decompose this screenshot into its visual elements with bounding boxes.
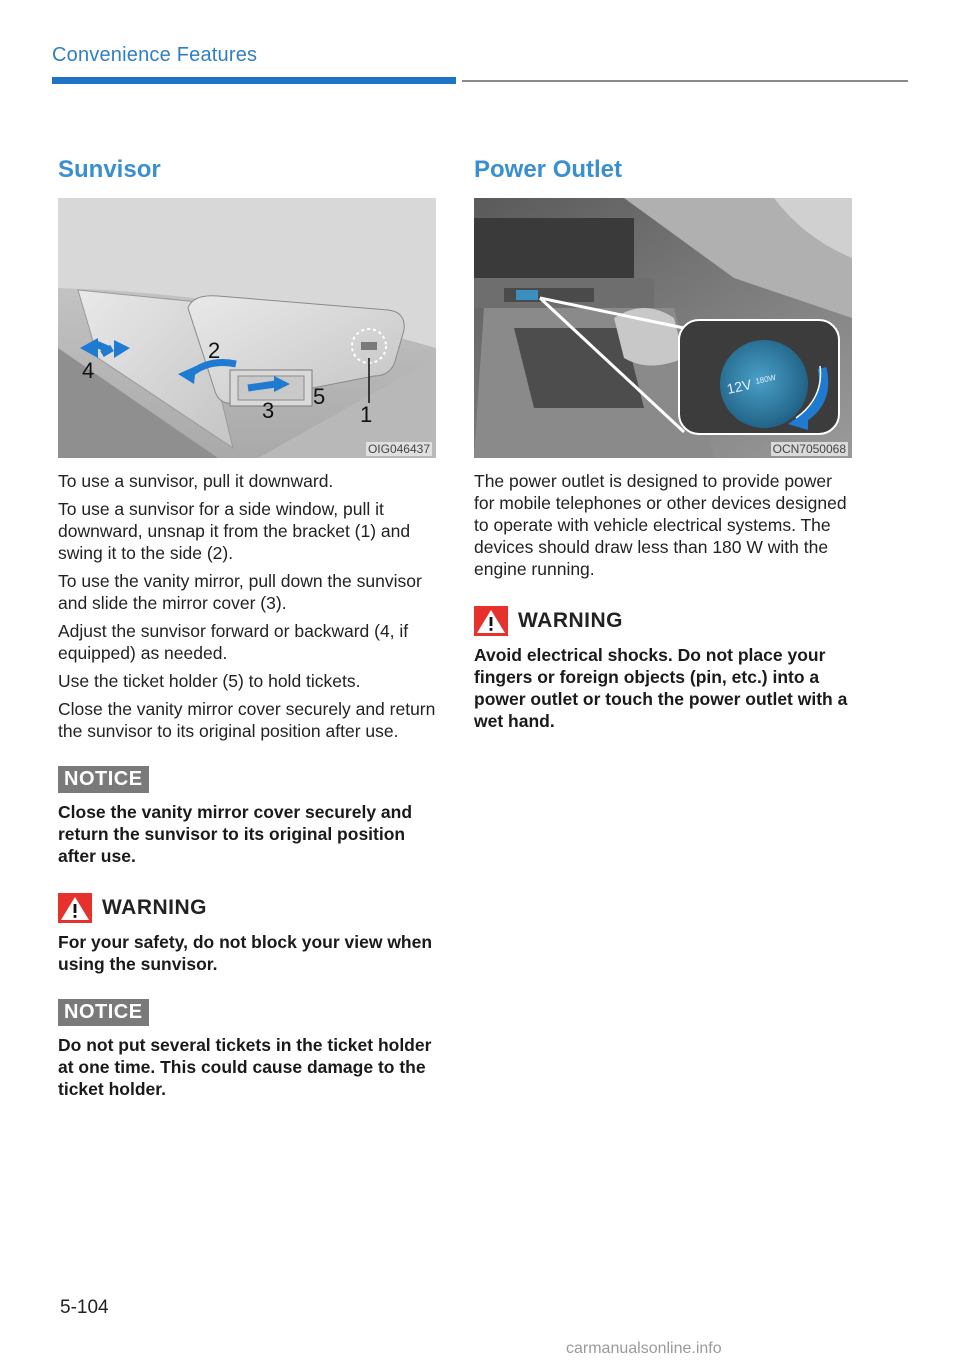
warning-text: For your safety, do not block your view when using the sunvisor. xyxy=(58,932,433,974)
sunvisor-title: Sunvisor xyxy=(58,156,161,183)
warning-label: WARNING xyxy=(518,609,623,632)
sunvisor-paragraph: Adjust the sunvisor forward or backward (4, if equipped) as needed. xyxy=(58,621,409,663)
power-outlet-title: Power Outlet xyxy=(474,156,623,183)
notice-badge: NOTICE xyxy=(58,999,149,1026)
warning-block xyxy=(474,606,852,732)
sunvisor-illustration xyxy=(58,198,436,458)
outlet-voltage-label: 12V xyxy=(725,376,754,397)
power-outlet-figure xyxy=(474,198,852,458)
callout-4: 4 xyxy=(82,358,95,383)
notice-block xyxy=(58,999,436,1100)
power-outlet-section xyxy=(474,156,852,732)
header-rule-blue xyxy=(52,77,456,84)
outlet-power-label: 180W xyxy=(754,372,777,386)
header-rule-gray xyxy=(462,80,908,82)
sunvisor-figure xyxy=(58,198,436,458)
header-title: Convenience Features xyxy=(52,44,258,66)
notice-block xyxy=(58,766,436,867)
callout-3: 3 xyxy=(262,398,275,423)
warning-block xyxy=(58,893,436,975)
notice-text: Close the vanity mirror cover securely and return the sunvisor to its original position after use. xyxy=(58,802,413,866)
page-number: 5-104 xyxy=(60,1297,109,1318)
callout-2: 2 xyxy=(208,338,221,363)
watermark: carmanualsonline.info xyxy=(566,1340,722,1357)
warning-label: WARNING xyxy=(102,896,207,919)
sunvisor-paragraph: Use the ticket holder (5) to hold tickets. xyxy=(58,671,361,691)
sunvisor-section xyxy=(58,156,436,1100)
warning-icon xyxy=(58,893,92,923)
sunvisor-paragraph: To use the vanity mirror, pull down the sunvisor and slide the mirror cover (3). xyxy=(58,571,422,613)
callout-1: 1 xyxy=(360,402,373,427)
sunvisor-paragraph: Close the vanity mirror cover securely and return the sunvisor to its original position after use. xyxy=(58,699,436,741)
notice-text: Do not put several tickets in the ticket holder at one time. This could cause damage to the ticket holder. xyxy=(58,1035,432,1099)
callout-5: 5 xyxy=(313,384,326,409)
figure-code: OIG046437 xyxy=(367,442,430,456)
sunvisor-paragraph: To use a sunvisor, pull it downward. xyxy=(58,471,334,491)
warning-icon xyxy=(474,606,508,636)
figure-code: OCN7050068 xyxy=(772,442,846,456)
power-outlet-illustration xyxy=(474,198,852,458)
sunvisor-paragraph: To use a sunvisor for a side window, pull it downward, unsnap it from the bracket (1) and swing it to the side (2). xyxy=(58,499,411,563)
warning-text: Avoid electrical shocks. Do not place your fingers or foreign objects (pin, etc.) into a power outlet or touch the power outlet with a wet hand. xyxy=(474,645,848,731)
power-outlet-paragraph: The power outlet is designed to provide power for mobile telephones or other devices designed to operate with vehicle electrical systems. The devices should draw less than 180 W with the engine running. xyxy=(474,471,847,579)
notice-badge: NOTICE xyxy=(58,766,149,793)
